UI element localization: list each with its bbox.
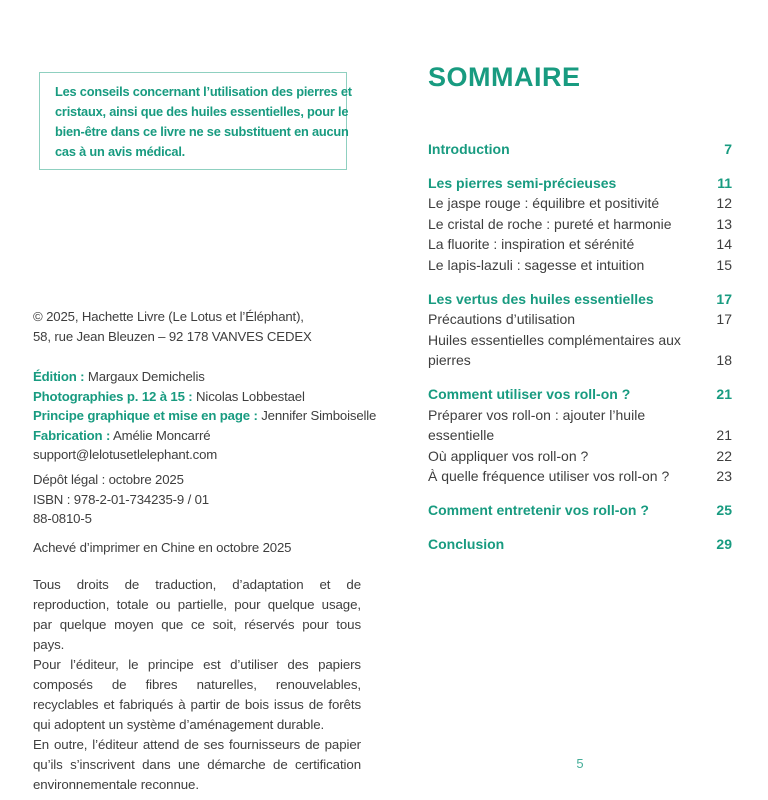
toc-entry-page: 29 — [716, 535, 732, 552]
toc-entry-page: 12 — [716, 195, 732, 212]
toc-entry-label: Précautions d’utilisation — [428, 311, 576, 328]
disclaimer-line: cas à un avis médical. — [55, 144, 186, 159]
toc-item-row — [428, 405, 732, 426]
toc-section-row — [428, 500, 732, 521]
copyright-line: © 2025, Hachette Livre (Le Lotus et l’Éléphant), — [33, 309, 304, 324]
toc-entry-label: Les pierres semi-précieuses — [428, 174, 617, 191]
credit-line — [33, 387, 376, 407]
toc-item-row — [428, 193, 732, 214]
medical-disclaimer-box — [39, 72, 352, 170]
toc-entry-page: 11 — [717, 174, 732, 191]
toc-item-row — [428, 330, 732, 351]
toc-item-row — [428, 446, 732, 467]
credit-label: Photographies p. 12 à 15 : — [33, 388, 193, 404]
toc-entry-page: 21 — [716, 427, 732, 444]
toc-item-row — [428, 425, 732, 446]
toc-entry-page: 17 — [716, 290, 732, 307]
rights-paragraph: Pour l’éditeur, le principe est d’utiliser des papiers composés de fibres naturelles, renouvelables, recyclables et fabriqués à partir de bois issus de forêts qui adoptent un système d’aménagement durable. — [33, 657, 361, 732]
toc-item-row — [428, 350, 732, 371]
toc-section-row — [428, 384, 732, 405]
page-title: SOMMAIRE — [428, 62, 581, 93]
toc-entry-label: Le jaspe rouge : équilibre et positivité — [428, 195, 660, 212]
credit-label: Fabrication : — [33, 427, 111, 443]
rights-paragraph: Tous droits de traduction, d’adaptation et de reproduction, totale ou partielle, pour quelque usage, par quelque moyen que ce soit, réservés pour tous pays. — [33, 577, 361, 652]
toc-entry-page: 18 — [716, 352, 732, 369]
credit-label: Édition : — [33, 369, 85, 384]
legal-deposit-block — [33, 470, 209, 529]
copyright-block — [33, 307, 312, 347]
credits-block — [33, 367, 376, 465]
printed-in-line — [33, 538, 291, 558]
credit-value: Nicolas Lobbestael — [192, 388, 305, 404]
toc-entry-label: Huiles essentielles complémentaires aux — [428, 331, 681, 348]
toc-entry-page: 23 — [716, 468, 732, 485]
toc-entry-page: 13 — [716, 215, 732, 232]
disclaimer-line: bien-être dans ce livre ne se substituent en aucun — [55, 124, 349, 139]
toc-entry-label: essentielle — [428, 427, 495, 444]
disclaimer-line: Les conseils concernant l’utilisation des pierres et — [55, 84, 352, 99]
legal-line: ISBN : 978-2-01-734235-9 / 01 — [33, 491, 209, 507]
toc-entry-label: Le cristal de roche : pureté et harmonie — [428, 215, 672, 232]
legal-line: Dépôt légal : octobre 2025 — [33, 472, 184, 487]
disclaimer-line: cristaux, ainsi que des huiles essentielles, pour le — [55, 104, 349, 119]
toc-entry-page: 14 — [716, 236, 732, 253]
table-of-contents — [428, 139, 732, 554]
toc-item-row — [428, 214, 732, 235]
support-email: support@lelotusetlelephant.com — [33, 447, 218, 463]
toc-section-row — [428, 173, 732, 194]
toc-entry-page: 15 — [716, 256, 732, 273]
toc-entry-label: Conclusion — [428, 535, 505, 552]
toc-entry-label: Les vertus des huiles essentielles — [428, 290, 654, 307]
toc-section-row — [428, 139, 732, 160]
toc-entry-label: À quelle fréquence utiliser vos roll-on ? — [428, 468, 670, 485]
toc-entry-label: Comment entretenir vos roll-on ? — [428, 501, 649, 518]
folio-page-number: 5 — [576, 756, 584, 771]
printed-text: Achevé d’imprimer en Chine en octobre 2025 — [33, 540, 292, 555]
toc-item-row — [428, 255, 732, 276]
rights-paragraphs — [33, 575, 361, 795]
credit-line — [33, 367, 376, 387]
toc-entry-page: 7 — [724, 141, 732, 157]
toc-entry-label: Où appliquer vos roll-on ? — [428, 447, 589, 464]
toc-item-row — [428, 466, 732, 487]
legal-line: 88-0810-5 — [33, 511, 92, 526]
toc-entry-label: La fluorite : inspiration et sérénité — [428, 236, 635, 253]
toc-entry-label: Préparer vos roll-on : ajouter l’huile — [428, 406, 646, 423]
rights-paragraph: En outre, l’éditeur attend de ses fournisseurs de papier qu’ils s’inscrivent dans une démarche de certification environnementale reconnue. — [33, 737, 361, 792]
toc-entry-label: Le lapis-lazuli : sagesse et intuition — [428, 256, 645, 273]
credit-line — [33, 426, 376, 446]
toc-entry-page: 17 — [716, 311, 732, 328]
toc-item-row — [428, 234, 732, 255]
credit-value: Margaux Demichelis — [84, 369, 205, 384]
toc-item-row — [428, 309, 732, 330]
toc-entry-page: 22 — [716, 447, 732, 464]
toc-section-row — [428, 289, 732, 310]
credit-line — [33, 406, 376, 426]
toc-section-row — [428, 534, 732, 555]
toc-entry-label: Introduction — [428, 141, 510, 157]
copyright-line: 58, rue Jean Bleuzen – 92 178 VANVES CEDEX — [33, 329, 312, 344]
credit-value: Amélie Moncarré — [110, 427, 211, 443]
credit-value: Jennifer Simboiselle — [257, 408, 377, 424]
toc-entry-page: 21 — [716, 385, 732, 402]
toc-entry-label: Comment utiliser vos roll-on ? — [428, 385, 631, 402]
credit-label: Principe graphique et mise en page : — [33, 408, 258, 424]
toc-entry-label: pierres — [428, 352, 471, 369]
toc-entry-page: 25 — [716, 501, 732, 518]
